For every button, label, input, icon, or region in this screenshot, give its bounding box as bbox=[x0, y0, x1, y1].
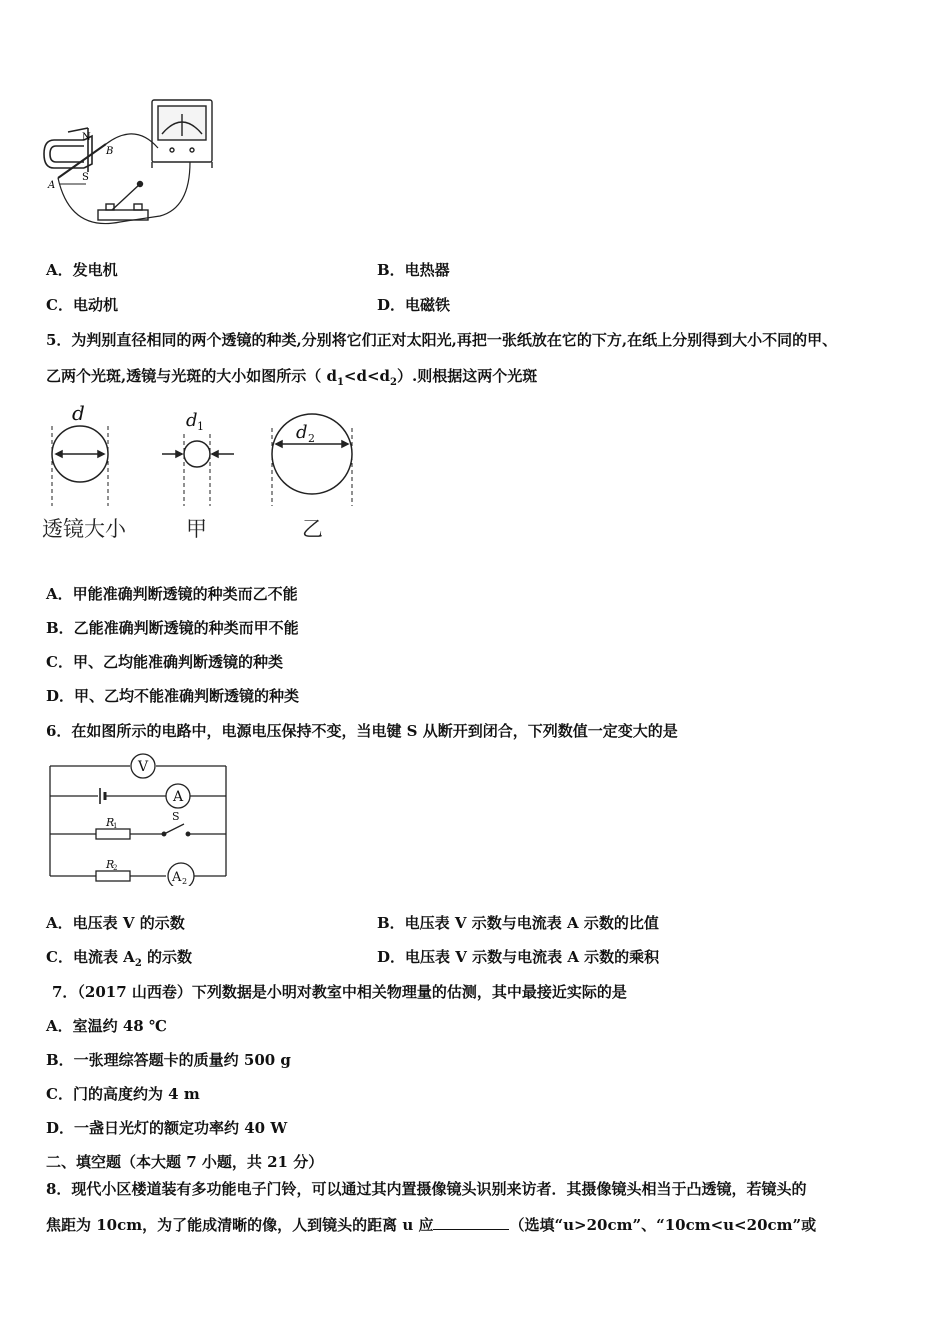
switch-s bbox=[164, 824, 184, 834]
q5-line2-pre: 乙两个光斑,透镜与光斑的大小如图所示（ d bbox=[46, 367, 337, 385]
q8-line1: 8．现代小区楼道装有多功能电子门铃，可以通过其内置摄像镜头识别来访者．其摄像镜头相当于凸透镜，若镜头的 bbox=[46, 1180, 807, 1198]
q8-line2-pre: 焦距为 10cm，为了能成清晰的像，人到镜头的距离 u 应 bbox=[46, 1216, 434, 1234]
wire-loop bbox=[58, 162, 190, 224]
q5-line2-post: ）.则根据这两个光斑 bbox=[397, 367, 538, 385]
caption-yi: 乙 bbox=[302, 517, 323, 541]
galvanometer bbox=[152, 100, 212, 168]
q5-option-d: D．甲、乙均不能准确判断透镜的种类 bbox=[46, 687, 300, 705]
switch-contact-right bbox=[186, 832, 190, 836]
q7-option-b: B．一张理综答题卡的质量约 500 g bbox=[46, 1051, 291, 1069]
q5-option-c: C．甲、乙均能准确判断透镜的种类 bbox=[46, 653, 283, 671]
point-a-label: A bbox=[48, 180, 56, 191]
q5-option-b: B．乙能准确判断透镜的种类而甲不能 bbox=[46, 619, 299, 637]
q7-option-c: C．门的高度约为 4 m bbox=[46, 1085, 200, 1103]
r1-label: R bbox=[106, 816, 115, 829]
caption-lens-size: 透镜大小 bbox=[42, 517, 126, 541]
q5-sub2: 2 bbox=[390, 377, 397, 388]
ammeter-a-label: A bbox=[173, 789, 184, 805]
spot-d1-sub: 1 bbox=[197, 420, 204, 433]
q6-option-a: A．电压表 V 的示数 bbox=[46, 914, 185, 932]
spot-d1-label: d bbox=[186, 410, 198, 431]
q5-sub1: 1 bbox=[336, 377, 344, 388]
q5-stem-line1: 5．为判别直径相同的两个透镜的种类,分别将它们正对太阳光,再把一张纸放在它的下方,在纸上分别得到大小不同的甲、 bbox=[46, 331, 838, 349]
ammeter-a2-sub: 2 bbox=[182, 877, 188, 886]
q7-option-a: A．室温约 48 ℃ bbox=[46, 1017, 167, 1035]
q4-option-a: A．发电机 bbox=[46, 261, 118, 279]
q6-option-b: B．电压表 V 示数与电流表 A 示数的比值 bbox=[377, 914, 659, 932]
spot-jia bbox=[162, 434, 234, 506]
q4-option-c: C．电动机 bbox=[46, 296, 118, 314]
lens-circle bbox=[52, 426, 108, 506]
spot-d2-label: d bbox=[296, 422, 308, 443]
q6-option-c-post: 的示数 bbox=[141, 948, 193, 966]
r2-sub: 2 bbox=[113, 864, 118, 872]
q6-option-c-pre: C．电流表 A bbox=[46, 948, 135, 966]
s-label: S bbox=[172, 810, 180, 823]
r2-label: R bbox=[106, 858, 115, 871]
q8-answer-blank[interactable] bbox=[433, 1215, 509, 1230]
voltmeter-label: V bbox=[138, 759, 149, 775]
ammeter-a2-label: A bbox=[172, 870, 182, 885]
lens-spots-figure bbox=[40, 398, 370, 548]
magnet-s-label: S bbox=[82, 172, 89, 183]
q7-stem: 7．（2017 山西卷）下列数据是小明对教室中相关物理量的估测，其中最接近实际的是 bbox=[52, 983, 627, 1001]
knife-switch bbox=[98, 182, 148, 221]
magnet-n-label: N bbox=[82, 132, 91, 143]
q6-option-d: D．电压表 V 示数与电流表 A 示数的乘积 bbox=[377, 948, 660, 966]
q5-line2-mid: <d<d bbox=[343, 367, 391, 385]
q6-option-c-sub: 2 bbox=[134, 958, 142, 969]
q5-option-a: A．甲能准确判断透镜的种类而乙不能 bbox=[46, 585, 298, 603]
wire-top bbox=[106, 134, 158, 148]
caption-jia: 甲 bbox=[186, 517, 207, 541]
q8-line2-post: （选填“u>20cm”、“10cm<u<20cm”或 bbox=[509, 1216, 817, 1234]
resistor-r1 bbox=[96, 829, 130, 839]
q4-option-d: D．电磁铁 bbox=[377, 296, 451, 314]
apparatus-figure bbox=[40, 92, 230, 242]
q6-option-c bbox=[46, 947, 192, 974]
spot-d2-sub: 2 bbox=[308, 432, 315, 445]
resistor-r2 bbox=[96, 871, 130, 881]
q7-option-d: D．一盏日光灯的额定功率约 40 W bbox=[46, 1119, 288, 1137]
spot-yi bbox=[272, 414, 352, 506]
q6-stem: 6．在如图所示的电路中，电源电压保持不变，当电键 S 从断开到闭合，下列数值一定变大的是 bbox=[46, 722, 678, 740]
lens-d-label: d bbox=[72, 401, 85, 425]
q4-option-b: B．电热器 bbox=[377, 261, 450, 279]
circuit-figure bbox=[44, 752, 236, 886]
r1-sub: 1 bbox=[113, 822, 118, 830]
point-b-label: B bbox=[106, 146, 114, 157]
q8-line2 bbox=[46, 1215, 816, 1235]
section-2-heading: 二、填空题（本大题 7 小题，共 21 分） bbox=[46, 1153, 324, 1171]
q5-stem-line2 bbox=[46, 366, 537, 393]
